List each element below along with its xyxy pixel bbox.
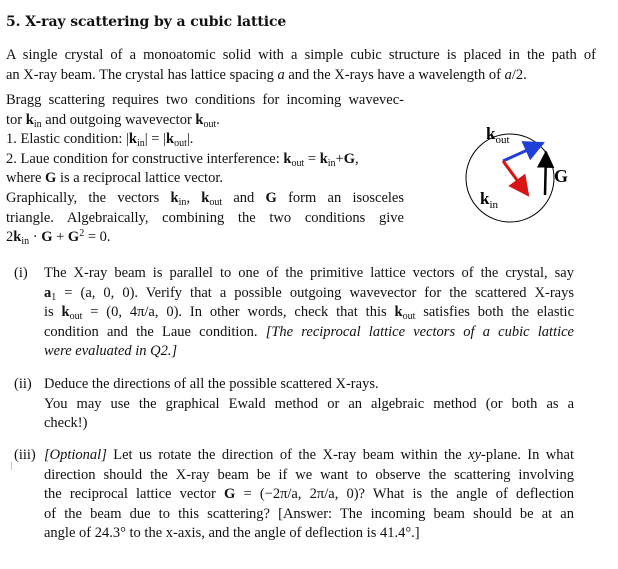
g-label: G — [554, 166, 569, 186]
question-number: (iii) — [14, 447, 36, 463]
bragg-line-1: Bragg scattering requires two conditions for incoming wavevec- — [6, 92, 404, 108]
question-body: [Optional] Let us rotate the direction of the X-ray beam within the xy-plane. In what direction should the X-ray beam be if we want to observe the scattering involving the reciprocal lattice vector G = (−2π/a, 2π/a, 0)? What is the angle of deflection of the beam due to this scattering? [Answer: The incoming beam should be at an angle of 24.3° to the x-axis, and the angle of deflection is 41.4°.] — [44, 447, 574, 542]
reciprocal-vector-line: where G is a reciprocal lattice vector. — [6, 170, 223, 187]
g-arrow — [545, 152, 546, 195]
intro-line-2: an X-ray beam. The crystal has lattice spacing a and the X-rays have a wavelength of a/2. — [6, 66, 527, 83]
question-number: (i) — [14, 265, 28, 281]
kin-arrow — [503, 161, 528, 195]
algebraic-line: triangle. Algebraically, combining the two conditions give — [6, 209, 404, 226]
intro-paragraph — [6, 46, 596, 85]
graphical-line: Graphically, the vectors $k_{in}$, $k_{out}$ and G form an isosceles — [6, 189, 405, 208]
kout-label: $k_{out}$ — [486, 124, 510, 146]
kin-label: $k_{in}$ — [480, 189, 499, 211]
bragg-line-2: tor $k_{in}$ and outgoing wavevector $k_{out}$. — [6, 111, 220, 130]
question-body: Deduce the directions of all the possible scattered X-rays. You may use the graphical Ewald method or an algebraic method (or both as a check!) — [44, 376, 574, 432]
question-body: The X-ray beam is parallel to one of the primitive lattice vectors of the crystal, say $a_1 = (a$, 0, 0). Verify that a possible outgoing wavevector for the scattered X-rays is $k_{out} = (0$, 4π/a, 0). In other words, check that this $k_{out}$ satisfies both the elastic condition and the Laue condition. [The reciprocal lattice vectors of a cubic lattice were evaluated in Q2.] — [44, 265, 575, 360]
ewald-diagram — [458, 112, 598, 232]
combined-equation: $2k_{in} \cdot G + G^2 = 0$. — [6, 228, 111, 248]
laue-condition: 2. Laue condition for constructive interference: $k_{out} = k_{in}+G$, — [6, 150, 359, 169]
ewald-circle — [466, 134, 554, 222]
bragg-conditions — [6, 91, 404, 248]
elastic-condition: 1. Elastic condition: $|k_{in}| = |k_{out}|$. — [6, 131, 194, 150]
margin-mark — [11, 462, 12, 470]
question-number: (ii) — [14, 376, 32, 392]
problem-title: 5. X-ray scattering by a cubic lattice — [6, 14, 287, 30]
intro-line-1: A single crystal of a monoatomic solid with a simple cubic structure is placed in the path of — [6, 47, 596, 63]
